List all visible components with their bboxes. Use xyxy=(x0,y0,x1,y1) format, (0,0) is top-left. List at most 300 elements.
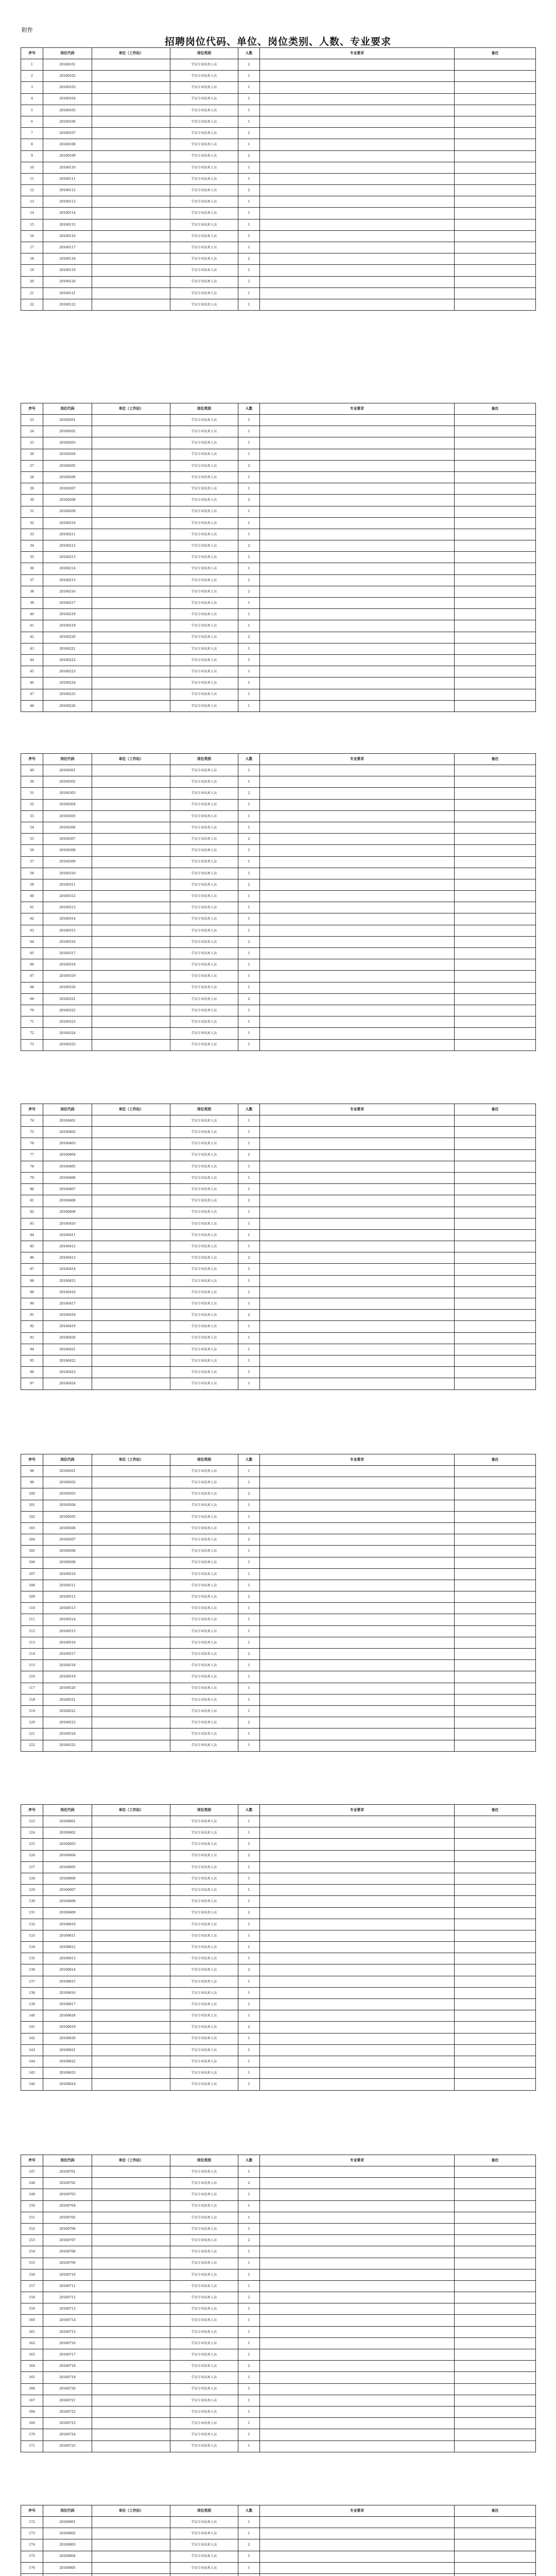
table-row xyxy=(21,2280,536,2292)
cell-unit xyxy=(92,196,170,208)
cell-count: 1 xyxy=(238,563,260,574)
cell-category: 学员专业技术人员 xyxy=(170,1728,238,1740)
cell-note xyxy=(455,71,536,82)
cell-major xyxy=(260,1028,455,1039)
table-row xyxy=(21,913,536,925)
cell-major xyxy=(260,1953,455,1964)
cell-note xyxy=(455,2022,536,2033)
table-row xyxy=(21,1355,536,1366)
cell-count: 2 xyxy=(238,834,260,845)
cell-major xyxy=(260,834,455,845)
cell-note xyxy=(455,1546,536,1557)
cell-note xyxy=(455,483,536,495)
cell-count: 1 xyxy=(238,689,260,700)
cell-note xyxy=(455,1816,536,1827)
cell-count: 2 xyxy=(238,150,260,162)
table-row xyxy=(21,1378,536,1389)
cell-code: 20160421 xyxy=(43,1344,92,1355)
cell-major xyxy=(260,982,455,993)
cell-category: 学员专业技术人员 xyxy=(170,1987,238,1998)
cell-note xyxy=(455,982,536,993)
table-row xyxy=(21,948,536,959)
cell-major xyxy=(260,1717,455,1728)
cell-unit xyxy=(92,1039,170,1050)
header-major: 专业要求 xyxy=(260,1805,455,1816)
cell-major xyxy=(260,856,455,868)
table-row xyxy=(21,1275,536,1286)
cell-major xyxy=(260,1546,455,1557)
cell-note xyxy=(455,776,536,788)
table-row xyxy=(21,810,536,822)
cell-code: 20160119 xyxy=(43,265,92,276)
cell-category: 学员专业技术人员 xyxy=(170,2269,238,2280)
cell-note xyxy=(455,1466,536,1477)
cell-code: 20160416 xyxy=(43,1286,92,1298)
cell-note xyxy=(455,1310,536,1321)
cell-major xyxy=(260,2189,455,2200)
cell-major xyxy=(260,2269,455,2280)
table-row xyxy=(21,1705,536,1717)
cell-code: 20160804 xyxy=(43,2551,92,2562)
cell-major xyxy=(260,150,455,162)
cell-category: 学员专业技术人员 xyxy=(170,1896,238,1907)
table-row xyxy=(21,1740,536,1751)
cell-unit xyxy=(92,162,170,173)
cell-category: 学员专业技术人员 xyxy=(170,1138,238,1149)
cell-code: 20160602 xyxy=(43,1827,92,1839)
cell-code: 20160415 xyxy=(43,1275,92,1286)
cell-category: 学员专业技术人员 xyxy=(170,2315,238,2326)
cell-major xyxy=(260,1115,455,1127)
cell-note xyxy=(455,1694,536,1705)
cell-unit xyxy=(92,1964,170,1976)
header-code: 岗位代码 xyxy=(43,403,92,415)
cell-major xyxy=(260,1568,455,1580)
cell-count: 1 xyxy=(238,1660,260,1671)
cell-category: 学员专业技术人员 xyxy=(170,1241,238,1252)
cell-major xyxy=(260,1500,455,1511)
cell-count: 1 xyxy=(238,196,260,208)
cell-unit xyxy=(92,609,170,620)
cell-code: 20160714 xyxy=(43,2315,92,2326)
cell-count: 1 xyxy=(238,2056,260,2067)
cell-code: 20160203 xyxy=(43,437,92,449)
cell-code: 20160401 xyxy=(43,1115,92,1127)
cell-unit xyxy=(92,253,170,265)
cell-code: 20160324 xyxy=(43,1028,92,1039)
cell-unit xyxy=(92,2246,170,2258)
cell-index: 68 xyxy=(21,982,43,993)
cell-index: 100 xyxy=(21,1488,43,1500)
table-row xyxy=(21,1861,536,1873)
cell-unit xyxy=(92,1016,170,1028)
cell-code: 20160721 xyxy=(43,2395,92,2406)
cell-unit xyxy=(92,643,170,654)
cell-note xyxy=(455,1919,536,1930)
cell-count: 1 xyxy=(238,2223,260,2234)
cell-code: 20160325 xyxy=(43,1039,92,1050)
cell-code: 20160621 xyxy=(43,2044,92,2056)
cell-category: 学员专业技术人员 xyxy=(170,2539,238,2551)
cell-note xyxy=(455,2562,536,2573)
cell-category: 学员专业技术人员 xyxy=(170,1149,238,1161)
cell-index: 53 xyxy=(21,810,43,822)
cell-code: 20160205 xyxy=(43,460,92,471)
cell-index: 29 xyxy=(21,483,43,495)
cell-count: 1 xyxy=(238,1511,260,1522)
table-row xyxy=(21,1310,536,1321)
cell-note xyxy=(455,1016,536,1028)
cell-index: 159 xyxy=(21,2303,43,2315)
cell-count: 1 xyxy=(238,517,260,529)
cell-index: 117 xyxy=(21,1683,43,1694)
cell-code: 20160501 xyxy=(43,1466,92,1477)
table-row xyxy=(21,1717,536,1728)
cell-category: 学员专业技术人员 xyxy=(170,1546,238,1557)
cell-code: 20160507 xyxy=(43,1534,92,1546)
cell-count: 1 xyxy=(238,1298,260,1310)
cell-major xyxy=(260,868,455,879)
cell-index: 125 xyxy=(21,1839,43,1850)
cell-major xyxy=(260,2223,455,2234)
cell-count: 1 xyxy=(238,902,260,913)
table-row xyxy=(21,1367,536,1378)
header-count: 人数 xyxy=(238,2155,260,2166)
table-row xyxy=(21,959,536,971)
table-row xyxy=(21,196,536,208)
cell-index: 152 xyxy=(21,2223,43,2234)
cell-index: 7 xyxy=(21,128,43,139)
cell-note xyxy=(455,822,536,833)
cell-index: 23 xyxy=(21,415,43,426)
cell-count: 1 xyxy=(238,2269,260,2280)
cell-code: 20160225 xyxy=(43,689,92,700)
cell-index: 112 xyxy=(21,1625,43,1637)
cell-category: 学员专业技术人员 xyxy=(170,1367,238,1378)
cell-code: 20160226 xyxy=(43,700,92,711)
cell-index: 116 xyxy=(21,1671,43,1683)
cell-note xyxy=(455,993,536,1005)
cell-count: 2 xyxy=(238,2292,260,2303)
cell-unit xyxy=(92,2235,170,2246)
cell-unit xyxy=(92,1195,170,1207)
cell-count: 2 xyxy=(238,185,260,196)
cell-note xyxy=(455,529,536,540)
cell-major xyxy=(260,415,455,426)
cell-count: 1 xyxy=(238,1839,260,1850)
cell-note xyxy=(455,1184,536,1195)
job-table xyxy=(21,1454,536,1752)
cell-unit xyxy=(92,2528,170,2539)
cell-category: 学员专业技术人员 xyxy=(170,1614,238,1625)
cell-code: 20160608 xyxy=(43,1896,92,1907)
cell-count: 1 xyxy=(238,1580,260,1591)
cell-major xyxy=(260,1839,455,1850)
cell-category: 学员专业技术人员 xyxy=(170,460,238,471)
cell-category: 学员专业技术人员 xyxy=(170,105,238,116)
table-row xyxy=(21,1477,536,1488)
cell-unit xyxy=(92,1671,170,1683)
cell-count: 1 xyxy=(238,506,260,517)
cell-code: 20160405 xyxy=(43,1161,92,1172)
table-row xyxy=(21,1344,536,1355)
cell-code: 20160805 xyxy=(43,2562,92,2573)
cell-note xyxy=(455,2166,536,2178)
cell-major xyxy=(260,1355,455,1366)
cell-unit xyxy=(92,1987,170,1998)
cell-code: 20160718 xyxy=(43,2361,92,2372)
cell-count: 1 xyxy=(238,1477,260,1488)
cell-major xyxy=(260,2528,455,2539)
cell-index: 49 xyxy=(21,765,43,776)
cell-count: 1 xyxy=(238,982,260,993)
table-row xyxy=(21,620,536,632)
cell-index: 104 xyxy=(21,1534,43,1546)
cell-major xyxy=(260,936,455,947)
cell-note xyxy=(455,2258,536,2269)
cell-note xyxy=(455,1839,536,1850)
cell-category: 学员专业技术人员 xyxy=(170,2200,238,2212)
cell-code: 20160308 xyxy=(43,845,92,856)
cell-index: 86 xyxy=(21,1252,43,1264)
cell-code: 20160213 xyxy=(43,552,92,563)
cell-unit xyxy=(92,1207,170,1218)
cell-category: 学员专业技术人员 xyxy=(170,677,238,689)
cell-note xyxy=(455,936,536,947)
cell-major xyxy=(260,2551,455,2562)
cell-index: 83 xyxy=(21,1218,43,1229)
cell-major xyxy=(260,471,455,483)
cell-unit xyxy=(92,1028,170,1039)
table-row xyxy=(21,936,536,947)
cell-index: 156 xyxy=(21,2269,43,2280)
header-note: 备注 xyxy=(455,2505,536,2517)
cell-category: 学员专业技术人员 xyxy=(170,552,238,563)
cell-category: 学员专业技术人员 xyxy=(170,1976,238,1987)
cell-major xyxy=(260,1264,455,1275)
cell-code: 20160717 xyxy=(43,2349,92,2361)
cell-code: 20160402 xyxy=(43,1127,92,1138)
cell-major xyxy=(260,449,455,460)
cell-code: 20160412 xyxy=(43,1241,92,1252)
cell-category: 学员专业技术人员 xyxy=(170,2022,238,2033)
cell-category: 学员专业技术人员 xyxy=(170,1252,238,1264)
cell-code: 20160420 xyxy=(43,1332,92,1344)
cell-category: 学员专业技术人员 xyxy=(170,1161,238,1172)
table-row xyxy=(21,1016,536,1028)
cell-category: 学员专业技术人员 xyxy=(170,834,238,845)
cell-note xyxy=(455,1964,536,1976)
cell-count: 2 xyxy=(238,1310,260,1321)
cell-unit xyxy=(92,1332,170,1344)
cell-category: 学员专业技术人员 xyxy=(170,1637,238,1648)
cell-count: 1 xyxy=(238,483,260,495)
cell-index: 35 xyxy=(21,552,43,563)
cell-unit xyxy=(92,1976,170,1987)
cell-index: 15 xyxy=(21,219,43,230)
cell-index: 123 xyxy=(21,1816,43,1827)
cell-count: 1 xyxy=(238,139,260,150)
table-row xyxy=(21,788,536,799)
cell-major xyxy=(260,2349,455,2361)
cell-index: 145 xyxy=(21,2067,43,2079)
cell-index: 119 xyxy=(21,1705,43,1717)
cell-unit xyxy=(92,265,170,276)
header-major: 专业要求 xyxy=(260,403,455,415)
cell-category: 学员专业技术人员 xyxy=(170,2246,238,2258)
cell-note xyxy=(455,2395,536,2406)
cell-index: 5 xyxy=(21,105,43,116)
cell-code: 20160715 xyxy=(43,2326,92,2337)
table-row xyxy=(21,609,536,620)
cell-unit xyxy=(92,1115,170,1127)
cell-note xyxy=(455,632,536,643)
cell-category: 学员专业技术人员 xyxy=(170,586,238,597)
table-header-row xyxy=(21,1454,536,1466)
cell-count: 1 xyxy=(238,437,260,449)
cell-category: 学员专业技术人员 xyxy=(170,1671,238,1683)
cell-category: 学员专业技术人员 xyxy=(170,765,238,776)
cell-code: 20160309 xyxy=(43,856,92,868)
cell-note xyxy=(455,1930,536,1941)
cell-category: 学员专业技术人员 xyxy=(170,2372,238,2383)
cell-unit xyxy=(92,506,170,517)
cell-count: 1 xyxy=(238,856,260,868)
cell-category: 学员专业技术人员 xyxy=(170,540,238,552)
cell-index: 84 xyxy=(21,1229,43,1241)
cell-code: 20160519 xyxy=(43,1671,92,1683)
cell-count: 1 xyxy=(238,1625,260,1637)
cell-unit xyxy=(92,1241,170,1252)
cell-index: 26 xyxy=(21,449,43,460)
table-row xyxy=(21,2223,536,2234)
cell-major xyxy=(260,230,455,242)
cell-code: 20160701 xyxy=(43,2166,92,2178)
cell-unit xyxy=(92,287,170,299)
cell-note xyxy=(455,173,536,184)
cell-count: 2 xyxy=(238,59,260,71)
cell-count: 2 xyxy=(238,1195,260,1207)
cell-count: 1 xyxy=(238,1953,260,1964)
cell-count: 1 xyxy=(238,2517,260,2528)
cell-category: 学员专业技术人员 xyxy=(170,2010,238,2022)
cell-category: 学员专业技术人员 xyxy=(170,208,238,219)
cell-unit xyxy=(92,1885,170,1896)
cell-unit xyxy=(92,1488,170,1500)
table-row xyxy=(21,1546,536,1557)
cell-major xyxy=(260,139,455,150)
cell-category: 学员专业技术人员 xyxy=(170,1885,238,1896)
table-row xyxy=(21,2246,536,2258)
cell-note xyxy=(455,1149,536,1161)
cell-unit xyxy=(92,2010,170,2022)
cell-category: 学员专业技术人员 xyxy=(170,437,238,449)
cell-category: 学员专业技术人员 xyxy=(170,936,238,947)
table-row xyxy=(21,1264,536,1275)
header-category: 岗位类别 xyxy=(170,1454,238,1466)
cell-unit xyxy=(92,105,170,116)
cell-count: 1 xyxy=(238,162,260,173)
cell-note xyxy=(455,2200,536,2212)
table-row xyxy=(21,879,536,890)
cell-index: 169 xyxy=(21,2418,43,2429)
cell-count: 2 xyxy=(238,1907,260,1919)
cell-unit xyxy=(92,552,170,563)
cell-count: 2 xyxy=(238,1717,260,1728)
job-table xyxy=(21,1804,536,2091)
cell-major xyxy=(260,426,455,437)
cell-code: 20160622 xyxy=(43,2056,92,2067)
cell-count: 1 xyxy=(238,1344,260,1355)
table-header-row xyxy=(21,754,536,765)
cell-major xyxy=(260,700,455,711)
cell-code: 20160713 xyxy=(43,2303,92,2315)
cell-count: 1 xyxy=(238,1241,260,1252)
cell-code: 20160617 xyxy=(43,1999,92,2010)
cell-index: 42 xyxy=(21,632,43,643)
cell-count: 1 xyxy=(238,1172,260,1183)
cell-note xyxy=(455,1591,536,1603)
cell-unit xyxy=(92,959,170,971)
cell-major xyxy=(260,1557,455,1568)
table-row xyxy=(21,1557,536,1568)
cell-note xyxy=(455,1580,536,1591)
cell-note xyxy=(455,1488,536,1500)
cell-index: 6 xyxy=(21,116,43,127)
cell-unit xyxy=(92,776,170,788)
cell-index: 174 xyxy=(21,2539,43,2551)
cell-code: 20160610 xyxy=(43,1919,92,1930)
cell-count: 1 xyxy=(238,1039,260,1050)
cell-category: 学员专业技术人员 xyxy=(170,1705,238,1717)
cell-major xyxy=(260,2280,455,2292)
cell-note xyxy=(455,116,536,127)
cell-note xyxy=(455,1896,536,1907)
cell-note xyxy=(455,1207,536,1218)
cell-code: 20160623 xyxy=(43,2067,92,2079)
table-row xyxy=(21,1603,536,1614)
cell-major xyxy=(260,265,455,276)
cell-category: 学员专业技术人员 xyxy=(170,1942,238,1953)
cell-unit xyxy=(92,449,170,460)
cell-code: 20160409 xyxy=(43,1207,92,1218)
cell-note xyxy=(455,1005,536,1016)
table-row xyxy=(21,495,536,506)
cell-note xyxy=(455,219,536,230)
cell-index: 166 xyxy=(21,2383,43,2395)
cell-note xyxy=(455,2551,536,2562)
cell-count: 1 xyxy=(238,2033,260,2044)
cell-unit xyxy=(92,2033,170,2044)
cell-note xyxy=(455,162,536,173)
header-count: 人数 xyxy=(238,48,260,59)
table-row xyxy=(21,2441,536,2452)
cell-code: 20160105 xyxy=(43,105,92,116)
cell-note xyxy=(455,471,536,483)
cell-code: 20160710 xyxy=(43,2269,92,2280)
cell-code: 20160601 xyxy=(43,1816,92,1827)
cell-count: 1 xyxy=(238,1016,260,1028)
table-row xyxy=(21,1534,536,1546)
cell-major xyxy=(260,299,455,310)
cell-major xyxy=(260,1511,455,1522)
cell-unit xyxy=(92,2166,170,2178)
table-row xyxy=(21,1625,536,1637)
cell-category: 学员专业技术人员 xyxy=(170,2361,238,2372)
cell-count: 1 xyxy=(238,1005,260,1016)
cell-index: 91 xyxy=(21,1310,43,1321)
cell-category: 学员专业技术人员 xyxy=(170,2033,238,2044)
